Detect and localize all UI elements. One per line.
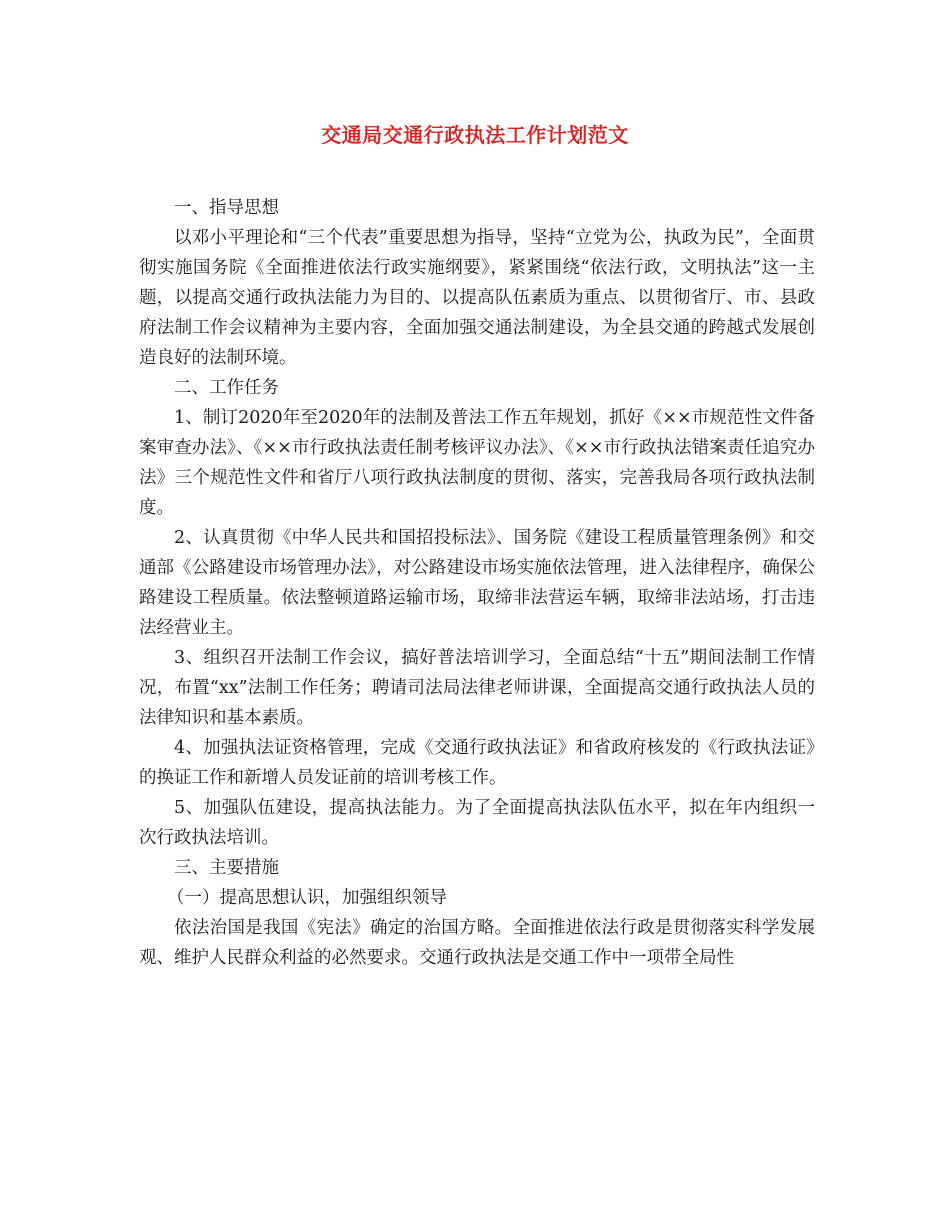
section-heading-guiding-thought: 一、指导思想 (174, 198, 279, 218)
paragraph-measure-1: 依法治国是我国《宪法》确定的治国方略。全面推进依法行政是贯彻落实科学发展观、维护人民群众利益的必然要求。交通行政执法是交通工作中一项带全局性 (139, 918, 815, 968)
subheading-measure-1: （一）提高思想认识，加强组织领导 (167, 888, 447, 908)
section-heading-main-measures: 三、主要措施 (174, 858, 279, 878)
section-heading-work-tasks: 二、工作任务 (174, 378, 279, 398)
paragraph-task-2: 2、认真贯彻《中华人民共和国招投标法》、国务院《建设工程质量管理条例》和交通部《公路建设市场管理办法》，对公路建设市场实施依法管理，进入法律程序，确保公路建设工程质量。依法整顿道路运输市场，取缔非法营运车辆，取缔非法站场，打击违法经营业主。 (139, 528, 815, 638)
paragraph-task-4: 4、加强执法证资格管理，完成《交通行政执法证》和省政府核发的《行政执法证》的换证工作和新增人员发证前的培训考核工作。 (139, 738, 815, 788)
paragraph-task-5: 5、加强队伍建设，提高执法能力。为了全面提高执法队伍水平，拟在年内组织一次行政执法培训。 (139, 798, 815, 848)
paragraph-task-1: 1、制订2020年至2020年的法制及普法工作五年规划，抓好《××市规范性文件备案审查办法》、《××市行政执法责任制考核评议办法》、《××市行政执法错案责任追究办法》三个规范性文件和省厅八项行政执法制度的贯彻、落实，完善我局各项行政执法制度。 (139, 408, 815, 518)
document-title: 交通局交通行政执法工作计划范文 (321, 123, 629, 147)
document-body (139, 193, 815, 973)
paragraph-task-3: 3、组织召开法制工作会议，搞好普法培训学习，全面总结“十五”期间法制工作情况，布置“xx”法制工作任务；聘请司法局法律老师讲课，全面提高交通行政执法人员的法律知识和基本素质。 (139, 648, 815, 728)
paragraph-guiding-thought: 以邓小平理论和“三个代表”重要思想为指导，坚持“立党为公，执政为民”，全面贯彻实施国务院《全面推进依法行政实施纲要》，紧紧围绕“依法行政，文明执法”这一主题，以提高交通行政执法能力为目的、以提高队伍素质为重点、以贯彻省厅、市、县政府法制工作会议精神为主要内容，全面加强交通法制建设，为全县交通的跨越式发展创造良好的法制环境。 (139, 228, 815, 368)
